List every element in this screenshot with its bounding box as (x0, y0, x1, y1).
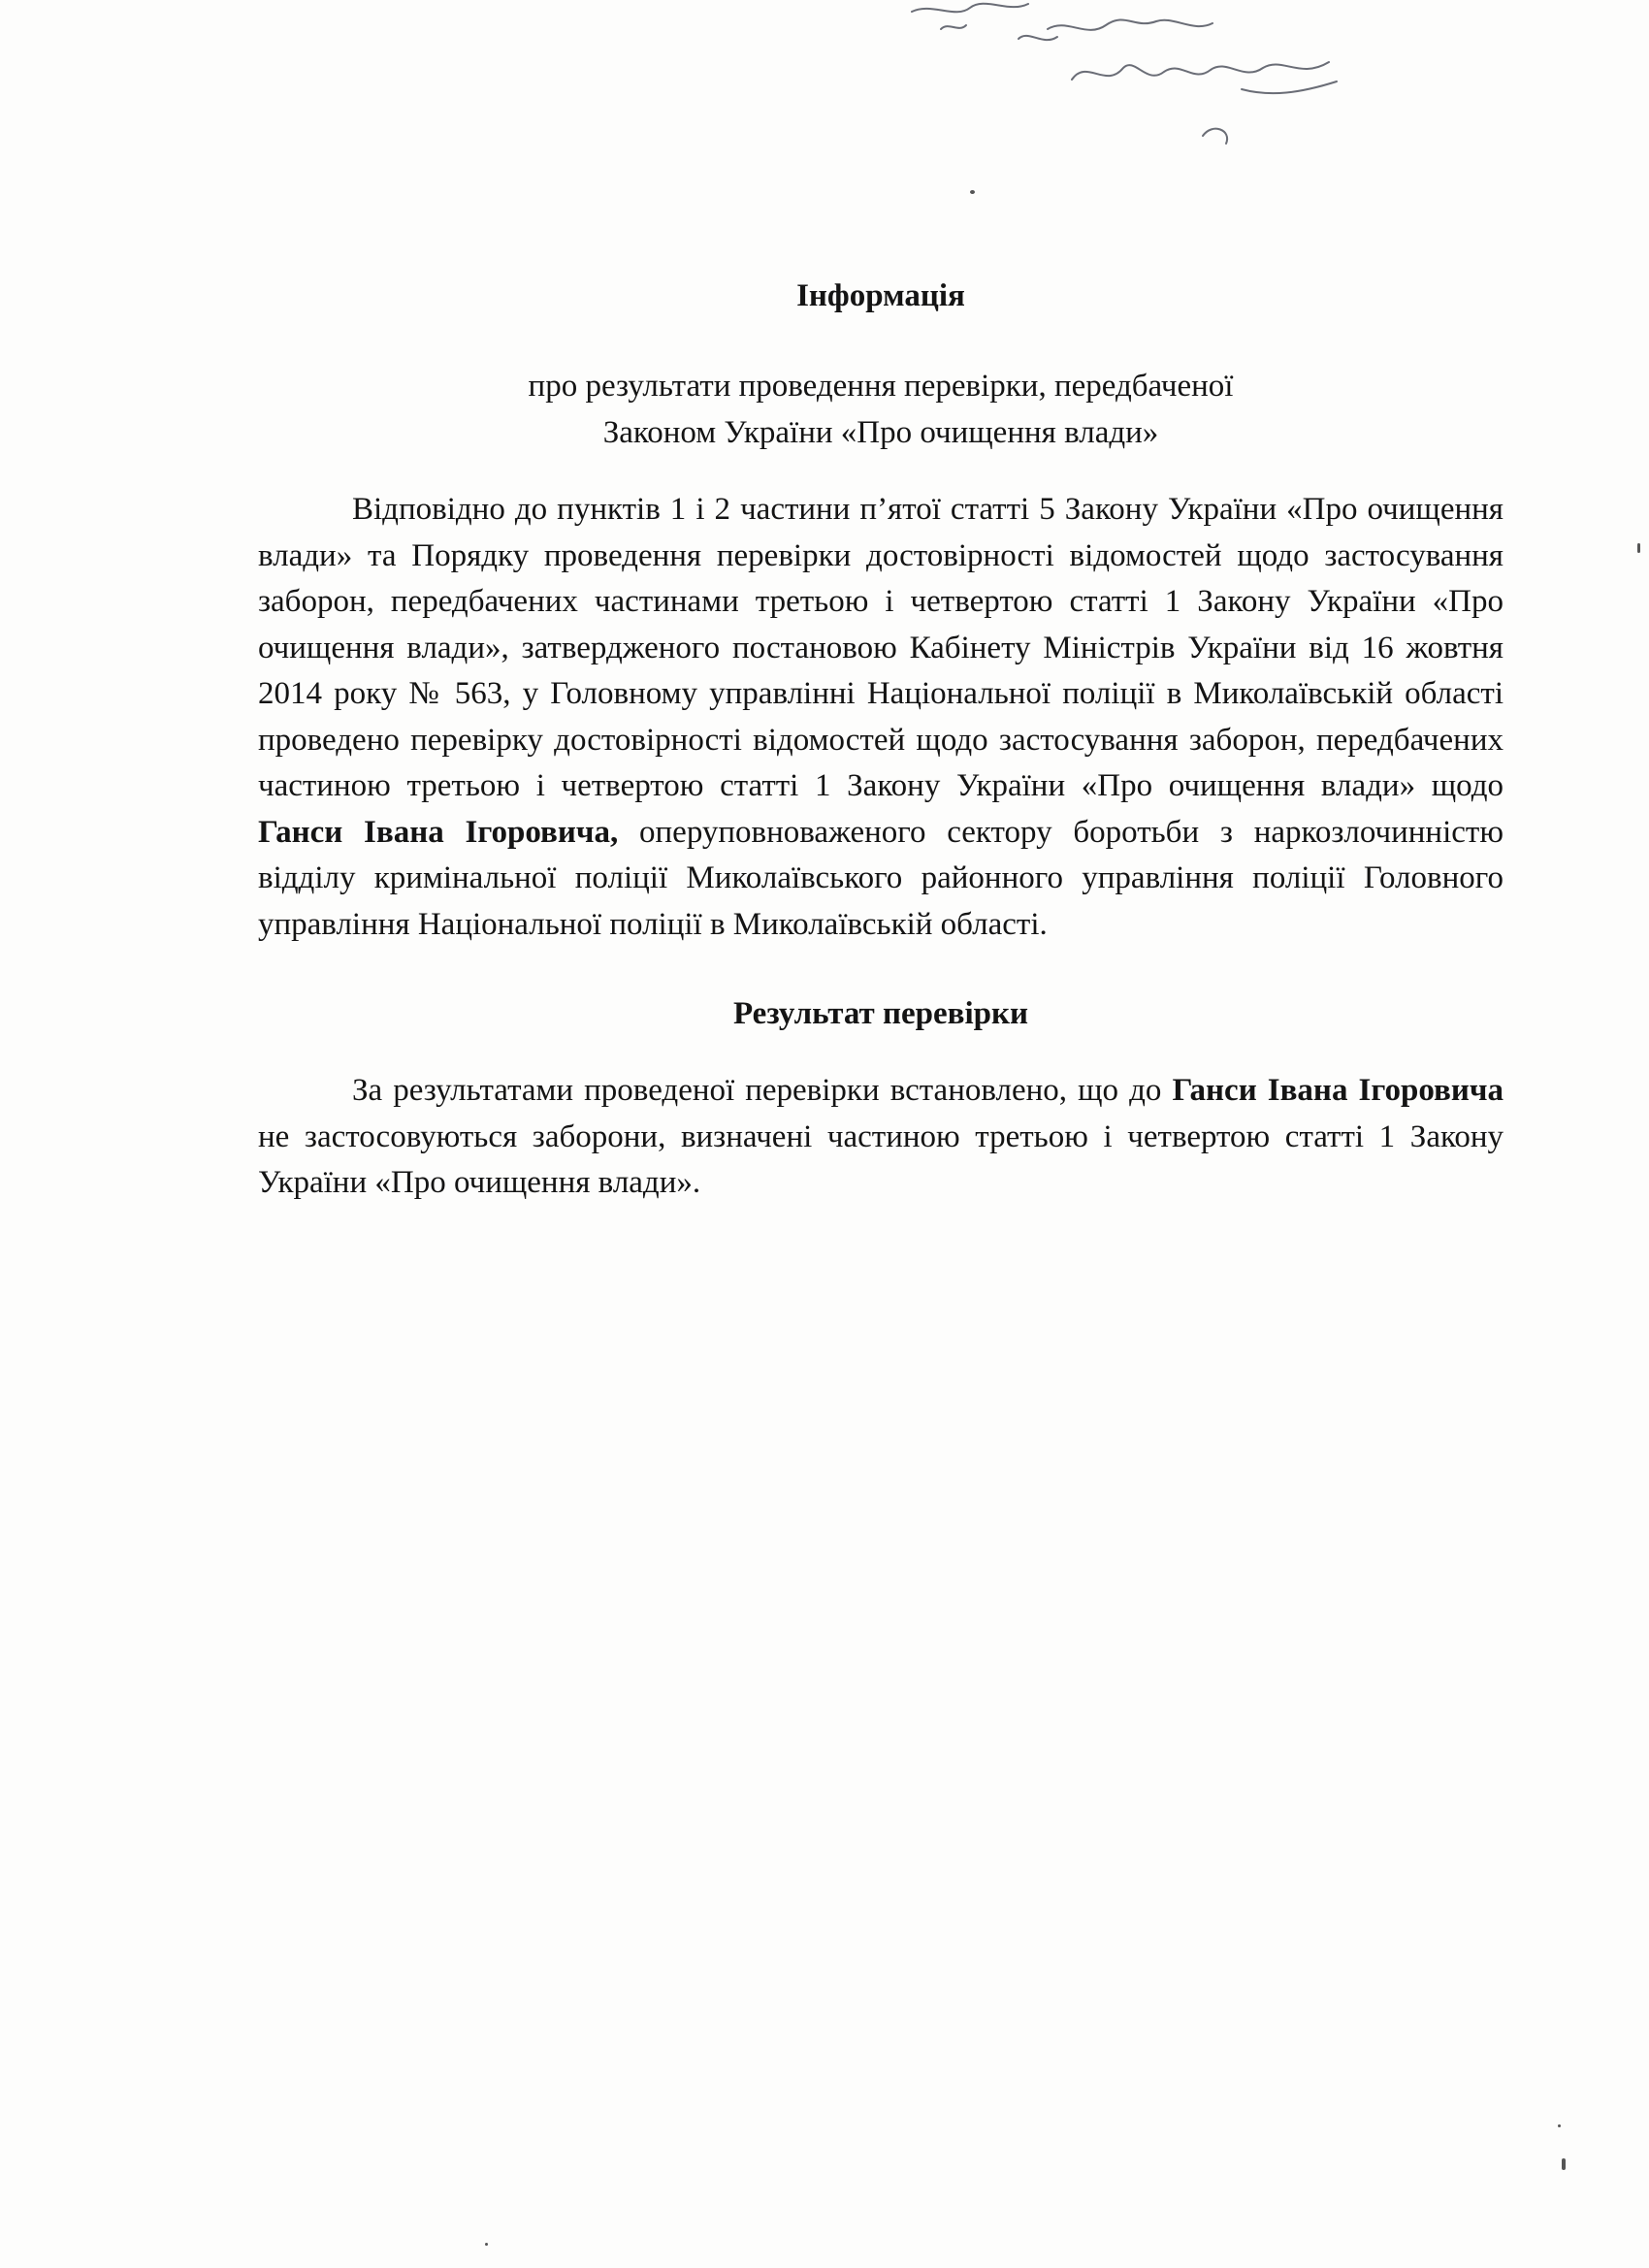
person-name-2: Ганси Івана Ігоровича (1172, 1073, 1504, 1108)
scan-speck (485, 2243, 488, 2246)
paragraph-1-text-before: Відповідно до пунктів 1 і 2 частини п’ятої статті 5 Закону України «Про очищення влади» та Порядку проведення перевірки достовірності відомостей щодо застосування заборон, передбачених частинами третьою і четвертою статті 1 Закону України «Про очищення влади», затвердженого постановою Кабінету Міністрів України від 16 жовтня 2014 року № 563, у Головному управлінні Національної поліції в Миколаївській області проведено перевірку достовірності відомостей щодо застосування заборон, передбачених частиною третьою і четвертою статті 1 Закону України «Про очищення влади» щодо (258, 492, 1504, 803)
handwritten-signature (902, 0, 1348, 146)
person-name-1: Ганси Івана Ігоровича, (258, 814, 619, 850)
paragraph-2-text-after: не застосовуються заборони, визначені частиною третьою і четвертою статті 1 Закону України «Про очищення влади». (258, 1118, 1504, 1200)
result-paragraph (258, 1068, 1504, 1207)
subtitle-line-1: про результати проведення перевірки, передбаченої (528, 369, 1234, 404)
paragraph-1-text-after: оперуповноваженого сектору боротьби з наркозлочинністю відділу кримінальної поліції Миколаївського районного управління поліції Головного управління Національної поліції в Миколаївській області. (258, 814, 1504, 942)
document-subtitle (258, 364, 1504, 456)
verification-paragraph (258, 487, 1504, 948)
document-title: Інформація (796, 278, 965, 313)
scan-speck (970, 190, 975, 194)
scan-speck (1562, 2158, 1566, 2170)
paragraph-2-text-before: За результатами проведеної перевірки встановлено, що до (352, 1073, 1173, 1108)
result-heading: Результат перевірки (732, 996, 1029, 1031)
scan-speck (1558, 2124, 1561, 2127)
scan-speck (1637, 543, 1640, 553)
subtitle-line-2: Законом України «Про очищення влади» (602, 414, 1159, 450)
